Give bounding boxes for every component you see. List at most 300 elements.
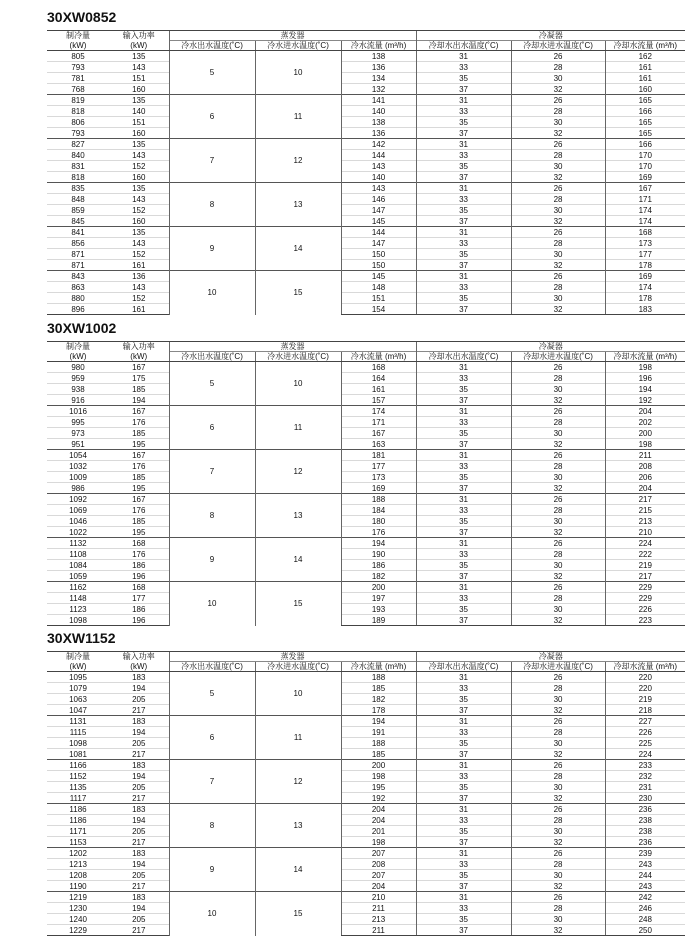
cond-out-cell: 35 xyxy=(416,782,511,793)
evap-flow-cell: 148 xyxy=(341,282,416,293)
cond-flow-cell: 218 xyxy=(605,705,685,716)
cond-out-cell: 35 xyxy=(416,604,511,615)
cond-in-cell: 32 xyxy=(511,84,605,95)
evap-flow-cell: 208 xyxy=(341,859,416,870)
cond-out-cell: 33 xyxy=(416,903,511,914)
cond-in-cell: 30 xyxy=(511,914,605,925)
table-row xyxy=(47,194,685,205)
table-row xyxy=(47,914,685,925)
cond-in-cell: 32 xyxy=(511,172,605,183)
table-row xyxy=(47,172,685,183)
table-row xyxy=(47,683,685,694)
evap-flow-cell: 192 xyxy=(341,793,416,804)
cond-out-cell: 31 xyxy=(416,760,511,771)
cond-flow-cell: 204 xyxy=(605,406,685,417)
table-row xyxy=(47,73,685,84)
table-row xyxy=(47,117,685,128)
evap-flow-cell: 145 xyxy=(341,271,416,282)
cond-in-header: 冷却水进水温度(˚C) xyxy=(511,41,605,51)
capacity-cell: 768 xyxy=(47,84,109,95)
evap-flow-cell: 180 xyxy=(341,516,416,527)
cond-flow-cell: 165 xyxy=(605,117,685,128)
cond-out-cell: 31 xyxy=(416,362,511,373)
table-row xyxy=(47,450,685,461)
cond-out-cell: 31 xyxy=(416,804,511,815)
data-table xyxy=(47,30,685,315)
cond-in-cell: 32 xyxy=(511,571,605,582)
table-row xyxy=(47,494,685,505)
power-cell: 135 xyxy=(109,95,169,106)
capacity-cell: 835 xyxy=(47,183,109,194)
cond-in-cell: 30 xyxy=(511,782,605,793)
table-row xyxy=(47,483,685,494)
evap-flow-cell: 204 xyxy=(341,815,416,826)
capacity-unit: (kW) xyxy=(47,662,109,672)
power-cell: 167 xyxy=(109,494,169,505)
table-row xyxy=(47,406,685,417)
cond-in-cell: 28 xyxy=(511,683,605,694)
capacity-cell: 980 xyxy=(71,362,85,372)
power-unit: (kW) xyxy=(109,352,169,362)
cond-in-cell: 32 xyxy=(511,216,605,227)
table-row xyxy=(47,716,685,727)
power-cell: 140 xyxy=(109,106,169,117)
evap-flow-cell: 189 xyxy=(341,615,416,626)
evap-out-cell: 7 xyxy=(169,139,255,183)
cond-out-cell: 33 xyxy=(416,238,511,249)
capacity-unit: (kW) xyxy=(47,41,109,51)
cond-flow-cell: 224 xyxy=(605,749,685,760)
evap-flow-cell: 184 xyxy=(341,505,416,516)
cond-in-header: 冷却水进水温度(˚C) xyxy=(511,352,605,362)
evap-flow-cell: 134 xyxy=(341,73,416,84)
cond-flow-cell: 232 xyxy=(605,771,685,782)
cond-flow-cell: 224 xyxy=(605,538,685,549)
power-unit: (kW) xyxy=(109,662,169,672)
cond-flow-cell: 229 xyxy=(605,582,685,593)
spec-table-30xw1152 xyxy=(47,651,685,936)
capacity-cell: 845 xyxy=(47,216,109,227)
cond-flow-cell: 217 xyxy=(605,494,685,505)
evap-in-header: 冷水进水温度(˚C) xyxy=(255,662,341,672)
model-title: 30XW0852 xyxy=(47,9,117,25)
evap-in-cell: 12 xyxy=(255,760,341,804)
capacity-cell: 1132 xyxy=(47,538,109,549)
cond-in-cell: 26 xyxy=(511,227,605,238)
capacity-cell: 793 xyxy=(47,62,109,73)
capacity-cell: 1153 xyxy=(47,837,109,848)
evap-flow-cell: 146 xyxy=(341,194,416,205)
cond-out-cell: 33 xyxy=(416,593,511,604)
table-row xyxy=(47,892,685,903)
evap-in-cell: 13 xyxy=(255,804,341,848)
cond-out-cell: 37 xyxy=(416,439,511,450)
table-row xyxy=(47,815,685,826)
table-row xyxy=(47,516,685,527)
cond-flow-cell: 178 xyxy=(605,293,685,304)
table-row xyxy=(47,604,685,615)
header-row xyxy=(47,342,685,352)
cond-out-cell: 31 xyxy=(416,716,511,727)
table-row xyxy=(47,615,685,626)
capacity-cell: 1054 xyxy=(47,450,109,461)
cond-in-cell: 26 xyxy=(511,95,605,106)
evap-out-cell: 6 xyxy=(169,406,255,450)
cond-flow-cell: 219 xyxy=(605,560,685,571)
cond-flow-cell: 236 xyxy=(605,837,685,848)
evap-flow-cell: 185 xyxy=(341,749,416,760)
evap-flow-cell: 194 xyxy=(341,538,416,549)
capacity-cell: 1208 xyxy=(47,870,109,881)
cond-flow-cell: 177 xyxy=(605,249,685,260)
cond-out-cell: 31 xyxy=(416,848,511,859)
cond-in-cell: 28 xyxy=(511,417,605,428)
cond-out-cell: 35 xyxy=(416,560,511,571)
evap-in-cell: 14 xyxy=(255,227,341,271)
evap-flow-cell: 163 xyxy=(341,439,416,450)
cond-flow-cell: 166 xyxy=(605,106,685,117)
table-row xyxy=(47,527,685,538)
power-cell: 217 xyxy=(109,837,169,848)
evap-in-cell: 13 xyxy=(255,183,341,227)
capacity-cell: 1098 xyxy=(47,738,109,749)
cond-flow-cell: 246 xyxy=(605,903,685,914)
cond-out-cell: 35 xyxy=(416,117,511,128)
evap-flow-cell: 195 xyxy=(341,782,416,793)
capacity-cell: 1117 xyxy=(47,793,109,804)
capacity-cell: 896 xyxy=(47,304,109,315)
evap-flow-cell: 186 xyxy=(341,560,416,571)
cond-in-cell: 32 xyxy=(511,749,605,760)
evap-flow-cell: 193 xyxy=(341,604,416,615)
cond-out-cell: 37 xyxy=(416,483,511,494)
capacity-cell: 1166 xyxy=(47,760,109,771)
table-row xyxy=(47,549,685,560)
table-row xyxy=(47,804,685,815)
evap-flow-cell: 182 xyxy=(341,571,416,582)
capacity-cell: 1190 xyxy=(47,881,109,892)
cond-flow-cell: 183 xyxy=(605,304,685,315)
capacity-cell: 831 xyxy=(47,161,109,172)
cond-flow-cell: 174 xyxy=(605,216,685,227)
cond-in-cell: 30 xyxy=(511,560,605,571)
cond-in-cell: 30 xyxy=(511,738,605,749)
cond-in-cell: 28 xyxy=(511,461,605,472)
power-cell: 186 xyxy=(109,560,169,571)
table-row xyxy=(47,472,685,483)
table-row xyxy=(47,881,685,892)
evap-in-cell: 15 xyxy=(255,271,341,315)
capacity-cell: 818 xyxy=(47,106,109,117)
cond-in-header: 冷却水进水温度(˚C) xyxy=(511,662,605,672)
cond-flow-cell: 227 xyxy=(605,716,685,727)
evap-flow-cell: 154 xyxy=(341,304,416,315)
cond-flow-cell: 208 xyxy=(605,461,685,472)
table-row xyxy=(47,84,685,95)
cond-flow-cell: 219 xyxy=(605,694,685,705)
cond-out-cell: 31 xyxy=(416,538,511,549)
table-row xyxy=(47,903,685,914)
cond-out-cell: 37 xyxy=(416,216,511,227)
cond-flow-cell: 238 xyxy=(605,815,685,826)
power-cell: 217 xyxy=(109,925,169,936)
cond-flow-cell: 167 xyxy=(605,183,685,194)
cond-in-cell: 32 xyxy=(511,527,605,538)
model-title: 30XW1002 xyxy=(47,320,117,336)
power-cell: 195 xyxy=(109,439,169,450)
cond-in-cell: 32 xyxy=(511,128,605,139)
cond-flow-cell: 239 xyxy=(605,848,685,859)
evap-out-cell: 5 xyxy=(169,362,255,406)
power-cell: 217 xyxy=(109,881,169,892)
evap-out-cell: 10 xyxy=(169,892,255,936)
power-header: 输入功率 xyxy=(109,342,169,352)
power-header: 输入功率 xyxy=(109,652,169,662)
cond-in-cell: 30 xyxy=(511,428,605,439)
cond-in-cell: 30 xyxy=(511,826,605,837)
cond-flow-cell: 170 xyxy=(605,161,685,172)
cond-flow-cell: 202 xyxy=(605,417,685,428)
cond-flow-cell: 165 xyxy=(605,95,685,106)
evap-flow-cell: 198 xyxy=(341,771,416,782)
cond-in-cell: 26 xyxy=(511,672,605,683)
evap-flow-cell: 143 xyxy=(341,161,416,172)
capacity-cell: 1016 xyxy=(47,406,109,417)
cond-out-cell: 31 xyxy=(416,672,511,683)
power-cell: 143 xyxy=(109,150,169,161)
capacity-cell: 1095 xyxy=(69,672,87,682)
capacity-cell: 1115 xyxy=(47,727,109,738)
table-row xyxy=(47,870,685,881)
cond-in-cell: 30 xyxy=(511,870,605,881)
power-cell: 185 xyxy=(109,472,169,483)
cond-in-cell: 30 xyxy=(511,73,605,84)
cond-flow-cell: 178 xyxy=(605,260,685,271)
table-row xyxy=(47,428,685,439)
evap-flow-cell: 151 xyxy=(341,293,416,304)
table-row xyxy=(47,271,685,282)
header-row xyxy=(47,41,685,51)
evap-flow-cell: 211 xyxy=(341,903,416,914)
cond-in-cell: 30 xyxy=(511,293,605,304)
cond-in-cell: 32 xyxy=(511,837,605,848)
cond-out-cell: 35 xyxy=(416,694,511,705)
cond-out-cell: 37 xyxy=(416,260,511,271)
cond-out-cell: 31 xyxy=(416,139,511,150)
cond-flow-cell: 250 xyxy=(605,925,685,936)
cond-flow-cell: 160 xyxy=(605,84,685,95)
capacity-cell: 1135 xyxy=(47,782,109,793)
power-cell: 136 xyxy=(109,271,169,282)
cond-flow-cell: 173 xyxy=(605,238,685,249)
capacity-cell: 806 xyxy=(47,117,109,128)
cond-in-cell: 28 xyxy=(511,194,605,205)
cond-in-cell: 28 xyxy=(511,815,605,826)
capacity-cell: 959 xyxy=(47,373,109,384)
power-cell: 217 xyxy=(109,793,169,804)
evap-in-cell: 11 xyxy=(255,95,341,139)
table-row xyxy=(47,227,685,238)
table-body xyxy=(47,362,685,626)
cond-in-cell: 30 xyxy=(511,604,605,615)
power-cell: 194 xyxy=(109,683,169,694)
cond-in-cell: 32 xyxy=(511,881,605,892)
cond-in-cell: 28 xyxy=(511,727,605,738)
capacity-cell: 916 xyxy=(47,395,109,406)
evap-flow-cell: 144 xyxy=(341,150,416,161)
evap-in-cell: 13 xyxy=(255,494,341,538)
spec-table-30xw0852 xyxy=(47,30,685,315)
cond-out-cell: 31 xyxy=(416,227,511,238)
cond-flow-cell: 223 xyxy=(605,615,685,626)
cond-flow-cell: 243 xyxy=(605,881,685,892)
table-row xyxy=(47,694,685,705)
capacity-header: 制冷量 xyxy=(47,342,109,352)
evap-flow-cell: 132 xyxy=(341,84,416,95)
cond-in-cell: 26 xyxy=(511,804,605,815)
capacity-cell: 1219 xyxy=(47,892,109,903)
table-row xyxy=(47,238,685,249)
capacity-cell: 1162 xyxy=(47,582,109,593)
power-cell: 151 xyxy=(109,117,169,128)
cond-in-cell: 26 xyxy=(511,892,605,903)
cond-out-cell: 33 xyxy=(416,727,511,738)
evap-flow-cell: 161 xyxy=(341,384,416,395)
power-cell: 205 xyxy=(109,694,169,705)
table-row xyxy=(47,362,685,373)
evap-flow-header: 冷水流量 (m³/h) xyxy=(341,41,416,51)
power-cell: 167 xyxy=(132,362,146,372)
table-row xyxy=(47,51,685,62)
header-row xyxy=(47,662,685,672)
power-cell: 194 xyxy=(109,859,169,870)
condenser-header: 冷凝器 xyxy=(416,342,685,352)
capacity-cell: 1022 xyxy=(47,527,109,538)
cond-out-cell: 37 xyxy=(416,571,511,582)
power-cell: 196 xyxy=(109,571,169,582)
cond-out-cell: 33 xyxy=(416,194,511,205)
evap-out-cell: 5 xyxy=(169,672,255,716)
evap-out-header: 冷水出水温度(˚C) xyxy=(169,352,255,362)
cond-out-header: 冷却水出水温度(˚C) xyxy=(416,662,511,672)
power-cell: 183 xyxy=(109,760,169,771)
cond-flow-cell: 194 xyxy=(605,384,685,395)
evaporator-header: 蒸发器 xyxy=(169,31,416,41)
capacity-cell: 793 xyxy=(47,128,109,139)
power-cell: 143 xyxy=(109,282,169,293)
cond-in-cell: 32 xyxy=(511,615,605,626)
evap-out-cell: 7 xyxy=(169,760,255,804)
power-cell: 194 xyxy=(109,815,169,826)
power-cell: 194 xyxy=(109,395,169,406)
cond-flow-cell: 171 xyxy=(605,194,685,205)
cond-flow-cell: 211 xyxy=(605,450,685,461)
cond-flow-cell: 248 xyxy=(605,914,685,925)
cond-out-cell: 35 xyxy=(416,914,511,925)
cond-flow-cell: 229 xyxy=(605,593,685,604)
power-cell: 185 xyxy=(109,516,169,527)
evap-out-cell: 10 xyxy=(169,582,255,626)
cond-in-cell: 28 xyxy=(511,238,605,249)
cond-in-cell: 28 xyxy=(511,859,605,870)
power-cell: 168 xyxy=(109,582,169,593)
table-header xyxy=(47,31,685,51)
evap-flow-cell: 188 xyxy=(341,494,416,505)
cond-in-cell: 26 xyxy=(511,538,605,549)
cond-flow-cell: 206 xyxy=(605,472,685,483)
table-row xyxy=(47,384,685,395)
power-cell: 205 xyxy=(109,782,169,793)
power-cell: 176 xyxy=(109,417,169,428)
cond-flow-cell: 200 xyxy=(605,428,685,439)
power-cell: 152 xyxy=(109,205,169,216)
evap-flow-cell: 204 xyxy=(341,881,416,892)
evap-out-cell: 7 xyxy=(169,450,255,494)
table-row xyxy=(47,62,685,73)
capacity-cell: 1069 xyxy=(47,505,109,516)
capacity-cell: 1131 xyxy=(47,716,109,727)
table-row xyxy=(47,128,685,139)
evap-flow-cell: 211 xyxy=(341,925,416,936)
cond-out-cell: 37 xyxy=(416,881,511,892)
table-body xyxy=(47,51,685,315)
cond-flow-cell: 166 xyxy=(605,139,685,150)
table-row xyxy=(47,161,685,172)
cond-in-cell: 26 xyxy=(511,494,605,505)
cond-in-cell: 32 xyxy=(511,395,605,406)
capacity-cell: 819 xyxy=(47,95,109,106)
cond-flow-cell: 213 xyxy=(605,516,685,527)
evap-flow-cell: 171 xyxy=(341,417,416,428)
evap-flow-cell: 213 xyxy=(341,914,416,925)
cond-in-cell: 32 xyxy=(511,793,605,804)
evap-in-cell: 14 xyxy=(255,848,341,892)
power-cell: 183 xyxy=(109,716,169,727)
capacity-cell: 827 xyxy=(47,139,109,150)
cond-flow-header: 冷却水流量 (m³/h) xyxy=(605,662,685,672)
capacity-cell: 818 xyxy=(47,172,109,183)
power-cell: 152 xyxy=(109,293,169,304)
power-cell: 217 xyxy=(109,705,169,716)
evap-flow-cell: 164 xyxy=(341,373,416,384)
power-cell: 205 xyxy=(109,870,169,881)
evap-in-cell: 15 xyxy=(255,892,341,936)
capacity-cell: 986 xyxy=(47,483,109,494)
evap-flow-cell: 204 xyxy=(341,804,416,815)
evaporator-header: 蒸发器 xyxy=(169,342,416,352)
power-cell: 143 xyxy=(109,194,169,205)
cond-in-cell: 26 xyxy=(511,450,605,461)
table-row xyxy=(47,782,685,793)
capacity-cell: 1084 xyxy=(47,560,109,571)
evap-in-cell: 11 xyxy=(255,406,341,450)
cond-out-cell: 33 xyxy=(416,150,511,161)
data-table xyxy=(47,651,685,936)
evap-flow-cell: 177 xyxy=(341,461,416,472)
cond-flow-cell: 204 xyxy=(605,483,685,494)
evap-in-cell: 10 xyxy=(255,51,341,95)
evap-flow-cell: 144 xyxy=(341,227,416,238)
cond-in-cell: 30 xyxy=(511,472,605,483)
cond-flow-cell: 217 xyxy=(605,571,685,582)
capacity-cell: 973 xyxy=(47,428,109,439)
cond-flow-cell: 192 xyxy=(605,395,685,406)
cond-flow-cell: 161 xyxy=(605,73,685,84)
evap-out-header: 冷水出水温度(˚C) xyxy=(169,662,255,672)
cond-in-cell: 32 xyxy=(511,260,605,271)
cond-flow-cell: 210 xyxy=(605,527,685,538)
evap-flow-cell: 176 xyxy=(341,527,416,538)
